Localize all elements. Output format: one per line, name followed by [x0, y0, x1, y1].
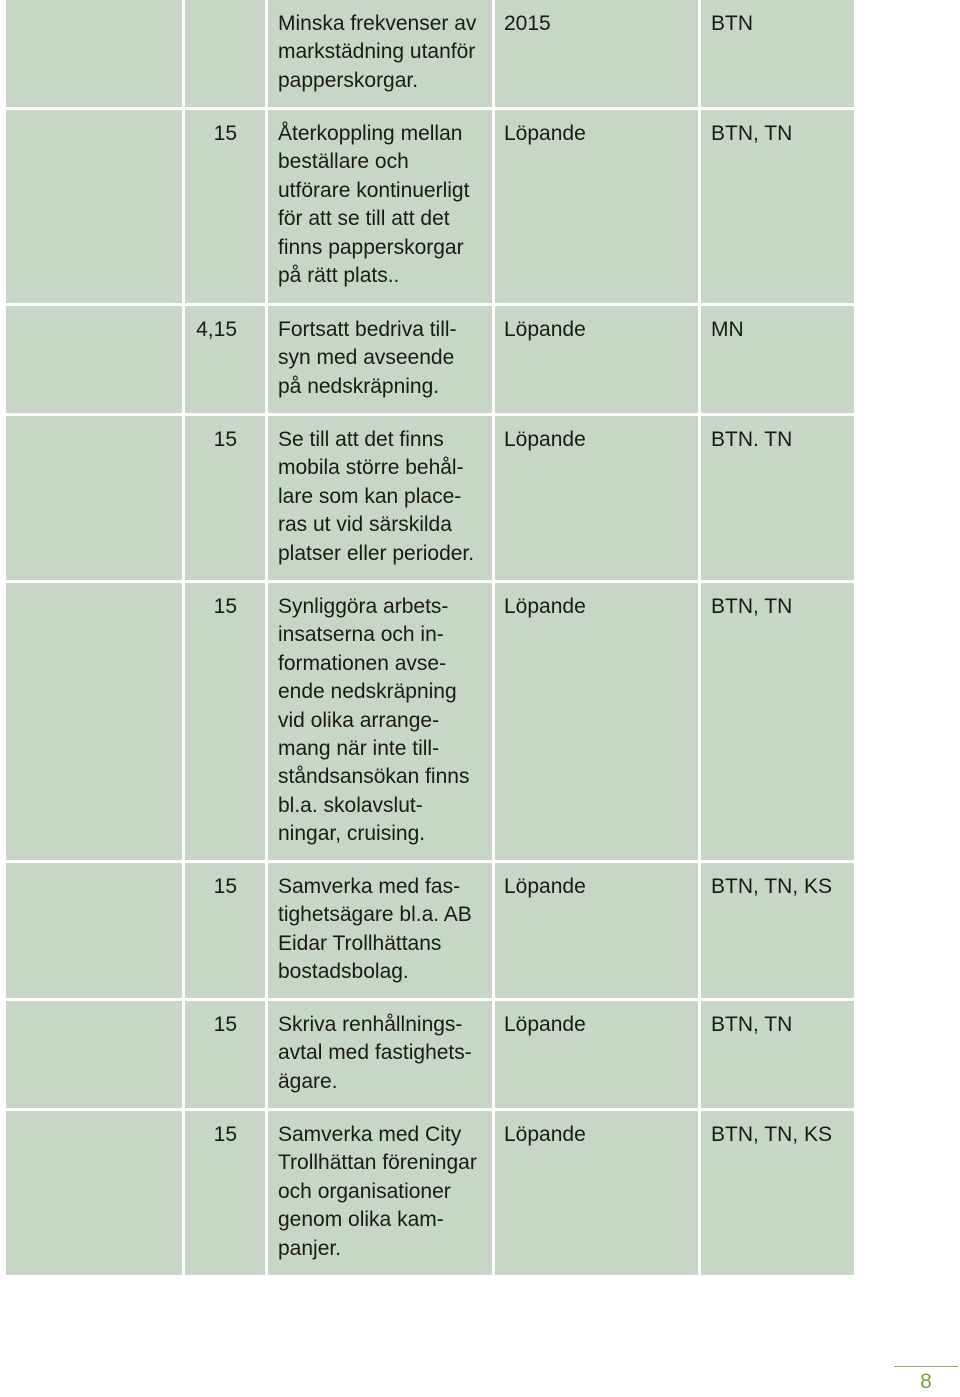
time-cell: Löpande — [495, 583, 698, 860]
action-line: Återkoppling mellan — [278, 122, 463, 145]
action-line: mang när inte till- — [278, 737, 440, 761]
action-line: genom olika kam- — [278, 1208, 444, 1232]
page-number: 8 — [894, 1366, 958, 1394]
empty-cell — [6, 863, 182, 998]
action-cell — [268, 0, 492, 107]
action-line: Trollhättan föreningar — [278, 1151, 477, 1175]
action-line: beställare och — [278, 150, 409, 174]
action-line: utförare kontinuerligt — [278, 178, 470, 202]
action-line: Samverka med City — [278, 1123, 462, 1146]
action-cell — [268, 416, 492, 580]
action-line: ståndsansökan finns — [278, 765, 470, 789]
action-line: bl.a. skolavslut- — [278, 793, 423, 817]
empty-cell — [6, 306, 182, 413]
action-cell — [268, 863, 492, 998]
table-row — [6, 583, 854, 860]
action-line: bostadsbolag. — [278, 960, 409, 984]
action-cell — [268, 583, 492, 860]
empty-cell — [6, 583, 182, 860]
action-line: på rätt plats.. — [278, 264, 400, 288]
action-line: papperskorgar. — [278, 68, 419, 92]
empty-cell — [6, 1111, 182, 1275]
action-line: markstädning utanför — [278, 40, 476, 64]
action-line: och organisationer — [278, 1179, 451, 1203]
ref-cell: 15 — [185, 416, 265, 580]
action-line: Eidar Trollhättans — [278, 931, 442, 955]
table-row — [6, 863, 854, 998]
time-cell: Löpande — [495, 416, 698, 580]
time-cell: Löpande — [495, 863, 698, 998]
responsible-cell: BTN, TN, KS — [701, 1111, 854, 1275]
empty-cell — [6, 0, 182, 107]
table-row — [6, 1001, 854, 1108]
action-line: ende nedskräpning — [278, 680, 457, 704]
table-row — [6, 306, 854, 413]
responsible-cell: BTN, TN — [701, 110, 854, 303]
time-cell: Löpande — [495, 306, 698, 413]
time-cell: Löpande — [495, 1111, 698, 1275]
ref-cell: 15 — [185, 1111, 265, 1275]
time-cell: 2015 — [495, 0, 698, 107]
action-line: för att se till att det — [278, 207, 450, 231]
responsible-cell: BTN. TN — [701, 416, 854, 580]
action-cell — [268, 110, 492, 303]
time-cell: Löpande — [495, 110, 698, 303]
responsible-cell: BTN, TN — [701, 583, 854, 860]
action-line: Se till att det finns — [278, 428, 444, 451]
empty-cell — [6, 416, 182, 580]
action-line: ras ut vid särskilda — [278, 513, 452, 537]
action-line: Synliggöra arbets- — [278, 595, 449, 618]
action-line: Minska frekvenser av — [278, 12, 477, 35]
action-line: Skriva renhållnings- — [278, 1013, 463, 1036]
ref-cell — [185, 0, 265, 107]
empty-cell — [6, 1001, 182, 1108]
responsible-cell: BTN, TN — [701, 1001, 854, 1108]
action-line: Samverka med fas- — [278, 875, 461, 898]
time-cell: Löpande — [495, 1001, 698, 1108]
ref-cell: 15 — [185, 1001, 265, 1108]
action-line: panjer. — [278, 1236, 342, 1260]
action-line: platser eller perioder. — [278, 541, 475, 565]
action-line: syn med avseende — [278, 346, 455, 370]
action-table — [6, 0, 854, 1278]
ref-cell: 15 — [185, 583, 265, 860]
ref-cell: 15 — [185, 863, 265, 998]
action-line: vid olika arrange- — [278, 708, 440, 732]
action-line: finns papperskorgar — [278, 235, 464, 259]
action-cell — [268, 306, 492, 413]
table-row — [6, 110, 854, 303]
action-line: mobila större behål- — [278, 456, 464, 480]
table-row — [6, 416, 854, 580]
action-line: tighetsägare bl.a. AB — [278, 903, 472, 927]
action-line: ägare. — [278, 1069, 338, 1093]
table-row — [6, 0, 854, 107]
action-line: Fortsatt bedriva till- — [278, 318, 457, 341]
responsible-cell: MN — [701, 306, 854, 413]
responsible-cell: BTN — [701, 0, 854, 107]
responsible-cell: BTN, TN, KS — [701, 863, 854, 998]
action-line: ningar, cruising. — [278, 822, 426, 846]
action-line: formationen avse- — [278, 651, 447, 675]
ref-cell: 15 — [185, 110, 265, 303]
empty-cell — [6, 110, 182, 303]
ref-cell: 4,15 — [185, 306, 265, 413]
action-line: på nedskräpning. — [278, 374, 440, 398]
action-line: lare som kan place- — [278, 484, 462, 508]
table-row — [6, 1111, 854, 1275]
action-line: insatserna och in- — [278, 623, 444, 647]
action-line: avtal med fastighets- — [278, 1041, 472, 1065]
action-cell — [268, 1001, 492, 1108]
action-cell — [268, 1111, 492, 1275]
